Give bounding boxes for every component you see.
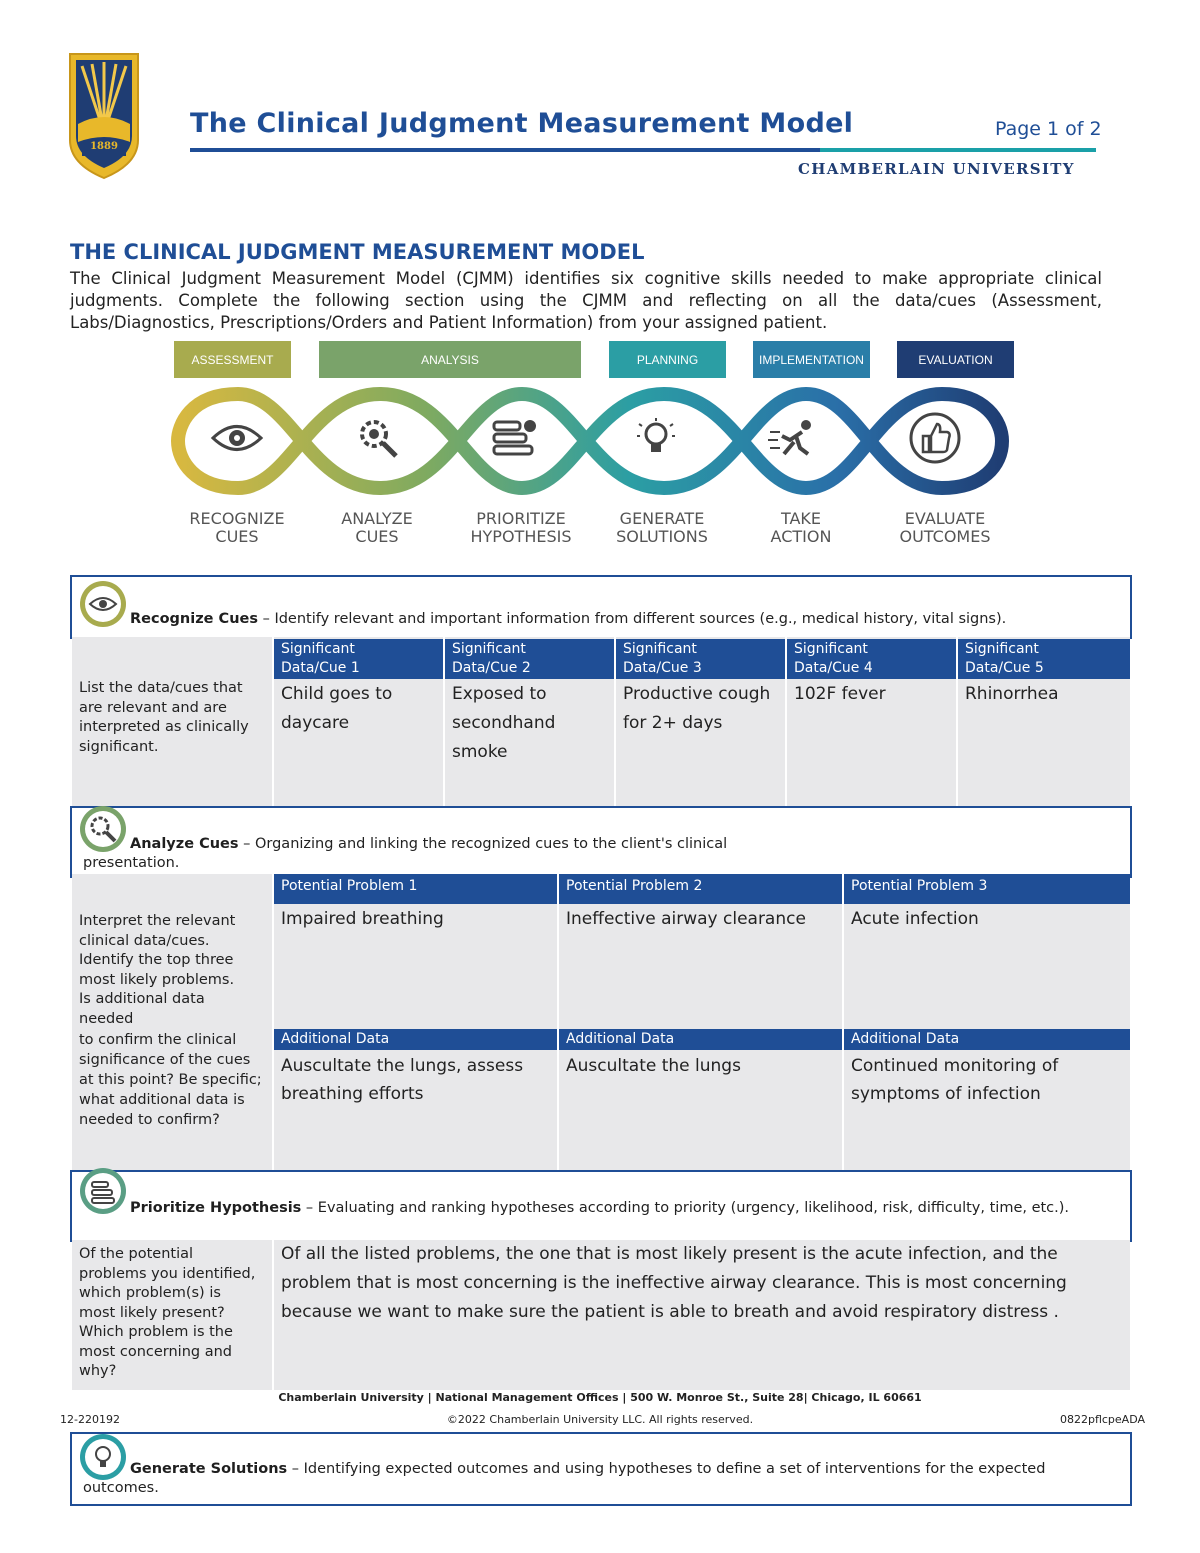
phase-analysis: ANALYSIS — [319, 341, 581, 378]
skill-label-analyze: ANALYZE CUES — [341, 509, 413, 546]
runner-icon — [768, 418, 822, 462]
phase-assessment: ASSESSMENT — [174, 341, 291, 378]
additional-data-header-1: Additional Data — [274, 1029, 557, 1050]
cue-header-4: Significant Data/Cue 4 — [787, 639, 956, 679]
list-priority-icon — [492, 418, 538, 462]
additional-data-header-3: Additional Data — [844, 1029, 1130, 1050]
problem-header-3: Potential Problem 3 — [844, 874, 1130, 904]
skill-label-generate: GENERATE SOLUTIONS — [616, 509, 708, 546]
lightbulb-icon — [636, 416, 676, 464]
phase-implementation: IMPLEMENTATION — [753, 341, 870, 378]
recognize-cues-table — [72, 637, 1130, 807]
university-name: CHAMBERLAIN UNIVERSITY — [798, 160, 1075, 178]
additional-data-value-3[interactable]: Continued monitoring of symptoms of infection — [851, 1056, 1059, 1104]
intro-paragraph: The Clinical Judgment Measurement Model (CJMM) identifies six cognitive skills needed to make appropriate clinical judgments. Complete the following section using the CJMM and reflecting on all the data/cues (Assessment, Labs/Diagnostics, Prescriptions/Orders and Patient Information) from your assigned patient. — [70, 269, 1102, 332]
document-title: The Clinical Judgment Measurement Model — [190, 108, 854, 139]
additional-data-value-2[interactable]: Auscultate the lungs — [566, 1056, 741, 1076]
recognize-cues-header — [70, 575, 1132, 639]
skill-label-take-action: TAKE ACTION — [770, 509, 832, 546]
university-logo — [68, 52, 140, 180]
cue-value-3[interactable]: Productive cough for 2+ days — [623, 684, 771, 733]
additional-data-header-2: Additional Data — [559, 1029, 842, 1050]
cue-header-3: Significant Data/Cue 3 — [616, 639, 785, 679]
analyze-cues-table — [72, 874, 1130, 1170]
magnify-gear-icon — [356, 416, 400, 464]
cue-value-4[interactable]: 102F fever — [794, 684, 886, 704]
page-indicator: Page 1 of 2 — [995, 118, 1102, 140]
footer-address: Chamberlain University | National Management Offices | 500 W. Monroe St., Suite 28| Chicago, IL 60661 — [278, 1391, 922, 1404]
cue-header-2: Significant Data/Cue 2 — [445, 639, 614, 679]
analyze-cues-heading: Analyze Cues – Organizing and linking the recognized cues to the client's clinical presentation. — [83, 836, 728, 871]
additional-data-value-1[interactable]: Auscultate the lungs, assess breathing efforts — [281, 1056, 524, 1104]
prioritize-heading: Prioritize Hypothesis – Evaluating and ranking hypotheses according to priority (urgency, likelihood, risk, difficulty, time, etc.). — [130, 1200, 1070, 1216]
problem-value-3[interactable]: Acute infection — [851, 909, 979, 929]
analyze-instructions-1: Interpret the relevant clinical data/cues. Identify the top three most likely problems. Is additional data needed — [79, 913, 236, 1027]
recognize-cues-heading: Recognize Cues – Identify relevant and important information from different sources (e.g., medical history, vital signs). — [130, 611, 1007, 627]
footer-code-left: 12-220192 — [60, 1413, 120, 1426]
phase-evaluation: EVALUATION — [897, 341, 1014, 378]
prioritize-table — [72, 1240, 1130, 1390]
recognize-instructions: List the data/cues that are relevant and are interpreted as clinically significant. — [79, 680, 249, 755]
skill-label-prioritize: PRIORITIZE HYPOTHESIS — [470, 509, 572, 546]
footer-copyright: ©2022 Chamberlain University LLC. All rights reserved. — [446, 1413, 754, 1426]
cue-value-2[interactable]: Exposed to secondhand smoke — [452, 684, 556, 762]
cue-value-5[interactable]: Rhinorrhea — [965, 684, 1059, 704]
problem-header-1: Potential Problem 1 — [274, 874, 557, 904]
skill-label-evaluate: EVALUATE OUTCOMES — [899, 509, 991, 546]
thumbs-up-icon — [907, 410, 963, 470]
cue-header-5: Significant Data/Cue 5 — [958, 639, 1130, 679]
header-rule-accent — [820, 148, 1096, 152]
problem-value-2[interactable]: Ineffective airway clearance — [566, 909, 806, 929]
footer-code-right: 0822pflcpeADA — [1059, 1413, 1145, 1426]
problem-value-1[interactable]: Impaired breathing — [281, 909, 444, 929]
section-heading: THE CLINICAL JUDGMENT MEASUREMENT MODEL — [70, 240, 645, 264]
skill-label-recognize: RECOGNIZE CUES — [189, 509, 285, 546]
analyze-instructions-2: to confirm the clinical significance of the cues at this point? Be specific; what additional data is needed to confirm? — [79, 1032, 262, 1128]
cue-value-1[interactable]: Child goes to daycare — [281, 684, 393, 733]
generate-solutions-heading: Generate Solutions – Identifying expected outcomes and using hypotheses to define a set of interventions for the expected outcomes. — [83, 1461, 1046, 1496]
cue-header-1: Significant Data/Cue 1 — [274, 639, 443, 679]
eye-icon — [210, 421, 264, 459]
logo-year: 1889 — [90, 141, 118, 152]
recognize-section-icon — [80, 581, 126, 627]
phase-planning: PLANNING — [609, 341, 726, 378]
prioritize-answer[interactable]: Of all the listed problems, the one that is most likely present is the acute infection, and the problem that is most concerning is the ineffective airway clearance. This is most concerning because we want to make sure the patient is able to breath and avoid respiratory distress . — [281, 1244, 1067, 1322]
cjmm-wave-diagram — [170, 386, 1010, 496]
prioritize-instructions: Of the potential problems you identified, which problem(s) is most likely present? Which problem is the most concerning and why? — [79, 1246, 256, 1379]
problem-header-2: Potential Problem 2 — [559, 874, 842, 904]
